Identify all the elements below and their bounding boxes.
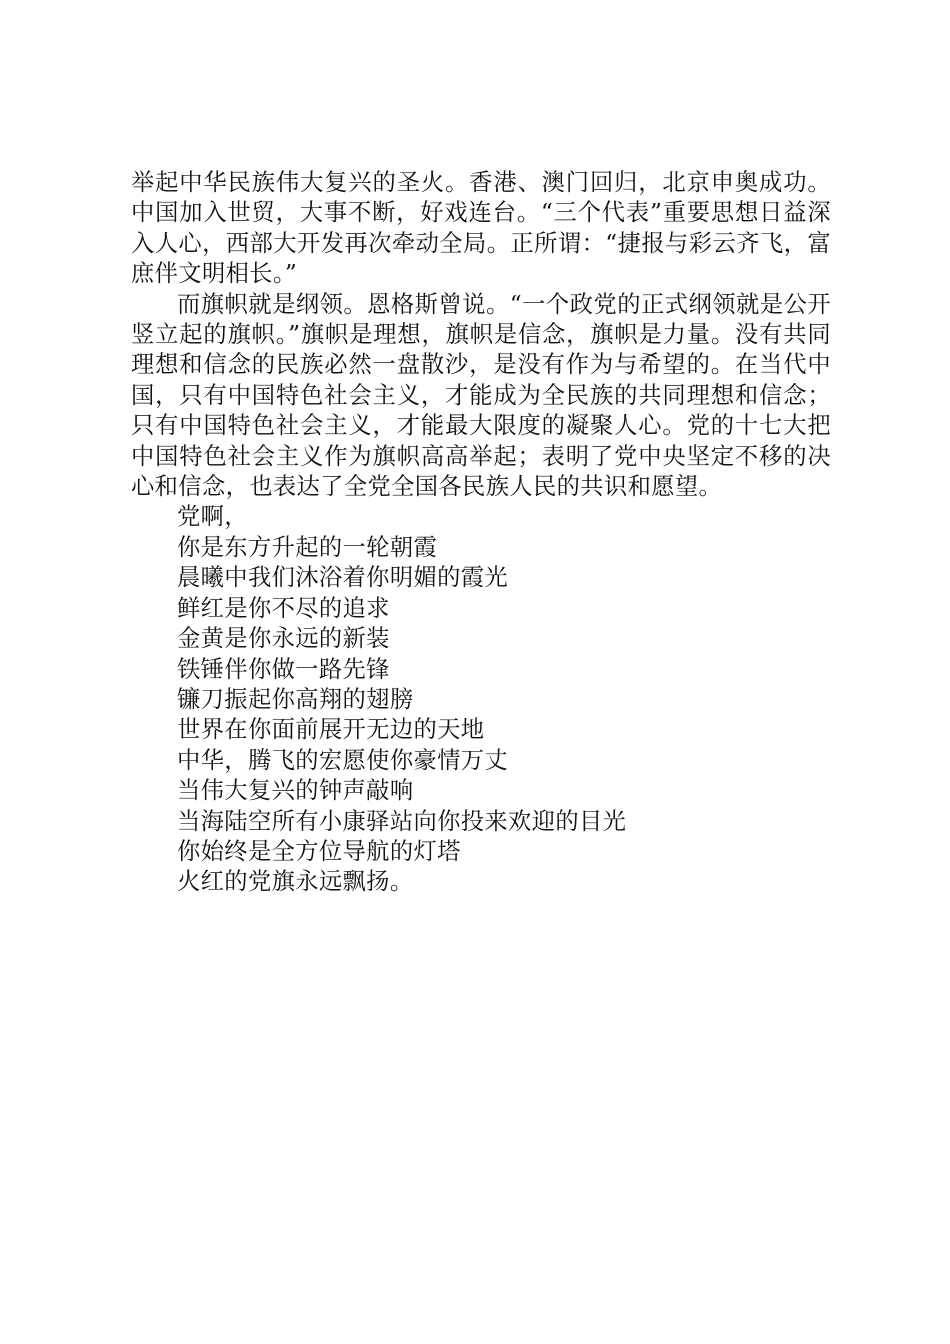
paragraph-continuation: 举起中华民族伟大复兴的圣火。香港、澳门回归，北京申奥成功。中国加入世贸，大事不断，好戏连台。“三个代表”重要思想日益深入人心，西部大开发再次牵动全局。正所谓：“捷报与彩云齐飞，富庶伴文明相长。” bbox=[131, 169, 831, 288]
poem-line: 镰刀振起你高翔的翅膀 bbox=[177, 685, 414, 713]
poem-line: 世界在你面前展开无边的天地 bbox=[177, 716, 485, 744]
document-body bbox=[131, 168, 831, 898]
poem bbox=[131, 502, 831, 897]
poem-line: 当伟大复兴的钟声敲响 bbox=[177, 777, 414, 805]
poem-line: 火红的党旗永远飘扬。 bbox=[177, 868, 414, 896]
paragraph-banner-program: 而旗帜就是纲领。恩格斯曾说。“一个政党的正式纲领就是公开竖立起的旗帜。”旗帜是理想，旗帜是信念，旗帜是力量。没有共同理想和信念的民族必然一盘散沙，是没有作为与希望的。在当代中国，只有中国特色社会主义，才能成为全民族的共同理想和信念；只有中国特色社会主义，才能最大限度的凝聚人心。党的十七大把中国特色社会主义作为旗帜高高举起；表明了党中央坚定不移的决心和信念，也表达了全党全国各民族人民的共识和愿望。 bbox=[131, 290, 831, 501]
poem-line: 铁锤伴你做一路先锋 bbox=[177, 655, 390, 683]
poem-line: 晨曦中我们沐浴着你明媚的霞光 bbox=[177, 564, 509, 592]
poem-line: 中华，腾飞的宏愿使你豪情万丈 bbox=[177, 746, 509, 774]
poem-line: 鲜红是你不尽的追求 bbox=[177, 594, 390, 622]
poem-line: 你始终是全方位导航的灯塔 bbox=[177, 837, 461, 865]
poem-line: 你是东方升起的一轮朝霞 bbox=[177, 533, 438, 561]
poem-line: 党啊， bbox=[177, 503, 248, 531]
poem-line: 金黄是你永远的新装 bbox=[177, 625, 390, 653]
poem-line: 当海陆空所有小康驿站向你投来欢迎的目光 bbox=[177, 807, 627, 835]
